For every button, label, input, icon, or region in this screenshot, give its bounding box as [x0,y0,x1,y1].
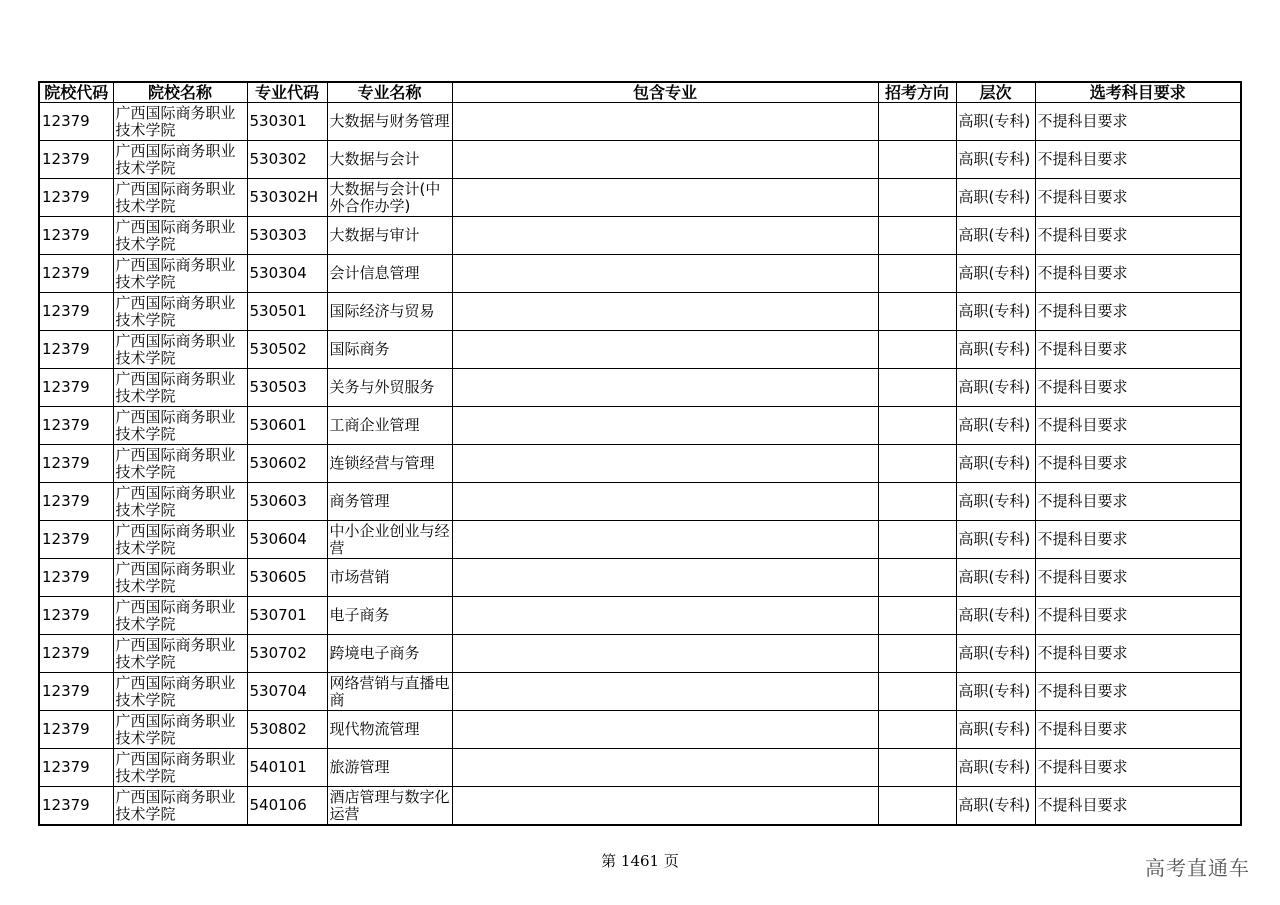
cell-school-name: 广西国际商务职业技术学院 [113,217,247,255]
cell-school-code: 12379 [39,141,113,179]
cell-level: 高职(专科) [956,749,1035,787]
header-major-code: 专业代码 [247,82,327,103]
cell-level: 高职(专科) [956,673,1035,711]
cell-school-name: 广西国际商务职业技术学院 [113,749,247,787]
table-row [39,103,1241,141]
header-school-code: 院校代码 [39,82,113,103]
cell-included-majors [452,445,878,483]
cell-included-majors [452,521,878,559]
header-level: 层次 [956,82,1035,103]
cell-school-code: 12379 [39,255,113,293]
cell-major-code: 530503 [247,369,327,407]
cell-direction [878,179,956,217]
cell-major-code: 530605 [247,559,327,597]
cell-major-code: 530802 [247,711,327,749]
cell-major-name: 中小企业创业与经营 [327,521,452,559]
cell-included-majors [452,407,878,445]
cell-school-code: 12379 [39,445,113,483]
cell-direction [878,483,956,521]
cell-level: 高职(专科) [956,255,1035,293]
cell-level: 高职(专科) [956,635,1035,673]
table-row [39,635,1241,673]
cell-major-name: 大数据与财务管理 [327,103,452,141]
cell-school-name: 广西国际商务职业技术学院 [113,559,247,597]
cell-subject-requirement: 不提科目要求 [1035,103,1241,141]
cell-subject-requirement: 不提科目要求 [1035,597,1241,635]
header-school-name: 院校名称 [113,82,247,103]
cell-school-code: 12379 [39,369,113,407]
cell-school-name: 广西国际商务职业技术学院 [113,483,247,521]
cell-included-majors [452,369,878,407]
cell-level: 高职(专科) [956,521,1035,559]
cell-major-name: 大数据与会计 [327,141,452,179]
cell-school-code: 12379 [39,293,113,331]
cell-direction [878,293,956,331]
cell-level: 高职(专科) [956,179,1035,217]
cell-subject-requirement: 不提科目要求 [1035,673,1241,711]
table-row [39,331,1241,369]
cell-subject-requirement: 不提科目要求 [1035,255,1241,293]
cell-included-majors [452,179,878,217]
cell-direction [878,141,956,179]
cell-school-name: 广西国际商务职业技术学院 [113,787,247,826]
cell-subject-requirement: 不提科目要求 [1035,179,1241,217]
table-row [39,255,1241,293]
cell-included-majors [452,331,878,369]
cell-school-code: 12379 [39,673,113,711]
cell-major-code: 530301 [247,103,327,141]
cell-level: 高职(专科) [956,293,1035,331]
cell-included-majors [452,787,878,826]
cell-subject-requirement: 不提科目要求 [1035,787,1241,826]
cell-subject-requirement: 不提科目要求 [1035,635,1241,673]
cell-direction [878,673,956,711]
table-row [39,217,1241,255]
cell-school-name: 广西国际商务职业技术学院 [113,597,247,635]
table-row [39,179,1241,217]
cell-school-code: 12379 [39,559,113,597]
cell-school-name: 广西国际商务职业技术学院 [113,179,247,217]
cell-school-code: 12379 [39,521,113,559]
cell-major-name: 旅游管理 [327,749,452,787]
cell-school-code: 12379 [39,217,113,255]
cell-major-code: 530704 [247,673,327,711]
cell-direction [878,635,956,673]
cell-major-code: 530603 [247,483,327,521]
cell-included-majors [452,597,878,635]
cell-direction [878,331,956,369]
cell-school-code: 12379 [39,103,113,141]
table-header-row [39,82,1241,103]
table-row [39,559,1241,597]
cell-included-majors [452,141,878,179]
cell-major-code: 530302 [247,141,327,179]
cell-major-code: 530604 [247,521,327,559]
cell-level: 高职(专科) [956,787,1035,826]
cell-direction [878,597,956,635]
table-row [39,673,1241,711]
cell-subject-requirement: 不提科目要求 [1035,141,1241,179]
header-subject-requirement: 选考科目要求 [1035,82,1241,103]
cell-direction [878,369,956,407]
cell-school-code: 12379 [39,749,113,787]
table-row [39,369,1241,407]
cell-major-code: 530601 [247,407,327,445]
cell-major-code: 540101 [247,749,327,787]
cell-school-name: 广西国际商务职业技术学院 [113,331,247,369]
cell-major-name: 电子商务 [327,597,452,635]
cell-school-name: 广西国际商务职业技术学院 [113,673,247,711]
cell-major-code: 530304 [247,255,327,293]
cell-direction [878,445,956,483]
cell-major-code: 530302H [247,179,327,217]
cell-subject-requirement: 不提科目要求 [1035,293,1241,331]
cell-school-name: 广西国际商务职业技术学院 [113,293,247,331]
cell-subject-requirement: 不提科目要求 [1035,521,1241,559]
cell-major-code: 530602 [247,445,327,483]
table-row [39,445,1241,483]
cell-school-name: 广西国际商务职业技术学院 [113,635,247,673]
cell-major-code: 530303 [247,217,327,255]
cell-major-name: 大数据与会计(中外合作办学) [327,179,452,217]
cell-major-name: 大数据与审计 [327,217,452,255]
cell-major-name: 国际经济与贸易 [327,293,452,331]
cell-school-name: 广西国际商务职业技术学院 [113,711,247,749]
cell-subject-requirement: 不提科目要求 [1035,217,1241,255]
cell-major-name: 关务与外贸服务 [327,369,452,407]
table-row [39,597,1241,635]
table-body [39,103,1241,826]
cell-major-name: 会计信息管理 [327,255,452,293]
cell-direction [878,559,956,597]
cell-included-majors [452,711,878,749]
cell-direction [878,407,956,445]
cell-included-majors [452,749,878,787]
cell-direction [878,103,956,141]
cell-major-code: 540106 [247,787,327,826]
cell-school-code: 12379 [39,597,113,635]
cell-direction [878,521,956,559]
cell-major-name: 国际商务 [327,331,452,369]
cell-subject-requirement: 不提科目要求 [1035,369,1241,407]
cell-level: 高职(专科) [956,141,1035,179]
table-row [39,483,1241,521]
enrollment-table [38,81,1242,826]
watermark-text: 高考直通车 [1145,856,1250,880]
cell-school-code: 12379 [39,483,113,521]
cell-direction [878,217,956,255]
cell-school-name: 广西国际商务职业技术学院 [113,369,247,407]
cell-school-code: 12379 [39,179,113,217]
cell-subject-requirement: 不提科目要求 [1035,749,1241,787]
cell-included-majors [452,673,878,711]
cell-level: 高职(专科) [956,407,1035,445]
cell-subject-requirement: 不提科目要求 [1035,331,1241,369]
cell-included-majors [452,217,878,255]
cell-school-name: 广西国际商务职业技术学院 [113,445,247,483]
header-direction: 招考方向 [878,82,956,103]
cell-major-name: 连锁经营与管理 [327,445,452,483]
cell-level: 高职(专科) [956,597,1035,635]
table-row [39,141,1241,179]
header-included-majors: 包含专业 [452,82,878,103]
cell-major-code: 530501 [247,293,327,331]
page-number: 第 1461 页 [601,852,679,870]
header-major-name: 专业名称 [327,82,452,103]
cell-subject-requirement: 不提科目要求 [1035,711,1241,749]
table-row [39,293,1241,331]
cell-subject-requirement: 不提科目要求 [1035,407,1241,445]
cell-level: 高职(专科) [956,445,1035,483]
cell-included-majors [452,255,878,293]
cell-school-name: 广西国际商务职业技术学院 [113,407,247,445]
cell-major-code: 530701 [247,597,327,635]
cell-major-name: 网络营销与直播电商 [327,673,452,711]
cell-direction [878,749,956,787]
cell-school-code: 12379 [39,711,113,749]
cell-major-code: 530702 [247,635,327,673]
cell-major-name: 市场营销 [327,559,452,597]
cell-level: 高职(专科) [956,331,1035,369]
cell-level: 高职(专科) [956,217,1035,255]
cell-school-code: 12379 [39,331,113,369]
cell-major-name: 商务管理 [327,483,452,521]
cell-major-name: 跨境电子商务 [327,635,452,673]
table-row [39,407,1241,445]
cell-subject-requirement: 不提科目要求 [1035,483,1241,521]
cell-major-name: 工商企业管理 [327,407,452,445]
cell-school-code: 12379 [39,635,113,673]
cell-major-name: 酒店管理与数字化运营 [327,787,452,826]
cell-direction [878,787,956,826]
cell-level: 高职(专科) [956,483,1035,521]
cell-school-code: 12379 [39,787,113,826]
cell-level: 高职(专科) [956,711,1035,749]
cell-included-majors [452,635,878,673]
cell-level: 高职(专科) [956,559,1035,597]
cell-level: 高职(专科) [956,369,1035,407]
cell-school-code: 12379 [39,407,113,445]
cell-school-name: 广西国际商务职业技术学院 [113,103,247,141]
cell-level: 高职(专科) [956,103,1035,141]
table-row [39,521,1241,559]
cell-included-majors [452,293,878,331]
cell-included-majors [452,483,878,521]
cell-included-majors [452,103,878,141]
cell-subject-requirement: 不提科目要求 [1035,559,1241,597]
cell-direction [878,711,956,749]
cell-school-name: 广西国际商务职业技术学院 [113,141,247,179]
table-row [39,711,1241,749]
table-row [39,749,1241,787]
cell-school-name: 广西国际商务职业技术学院 [113,521,247,559]
cell-direction [878,255,956,293]
cell-included-majors [452,559,878,597]
cell-school-name: 广西国际商务职业技术学院 [113,255,247,293]
cell-major-name: 现代物流管理 [327,711,452,749]
cell-major-code: 530502 [247,331,327,369]
table-row [39,787,1241,826]
cell-subject-requirement: 不提科目要求 [1035,445,1241,483]
